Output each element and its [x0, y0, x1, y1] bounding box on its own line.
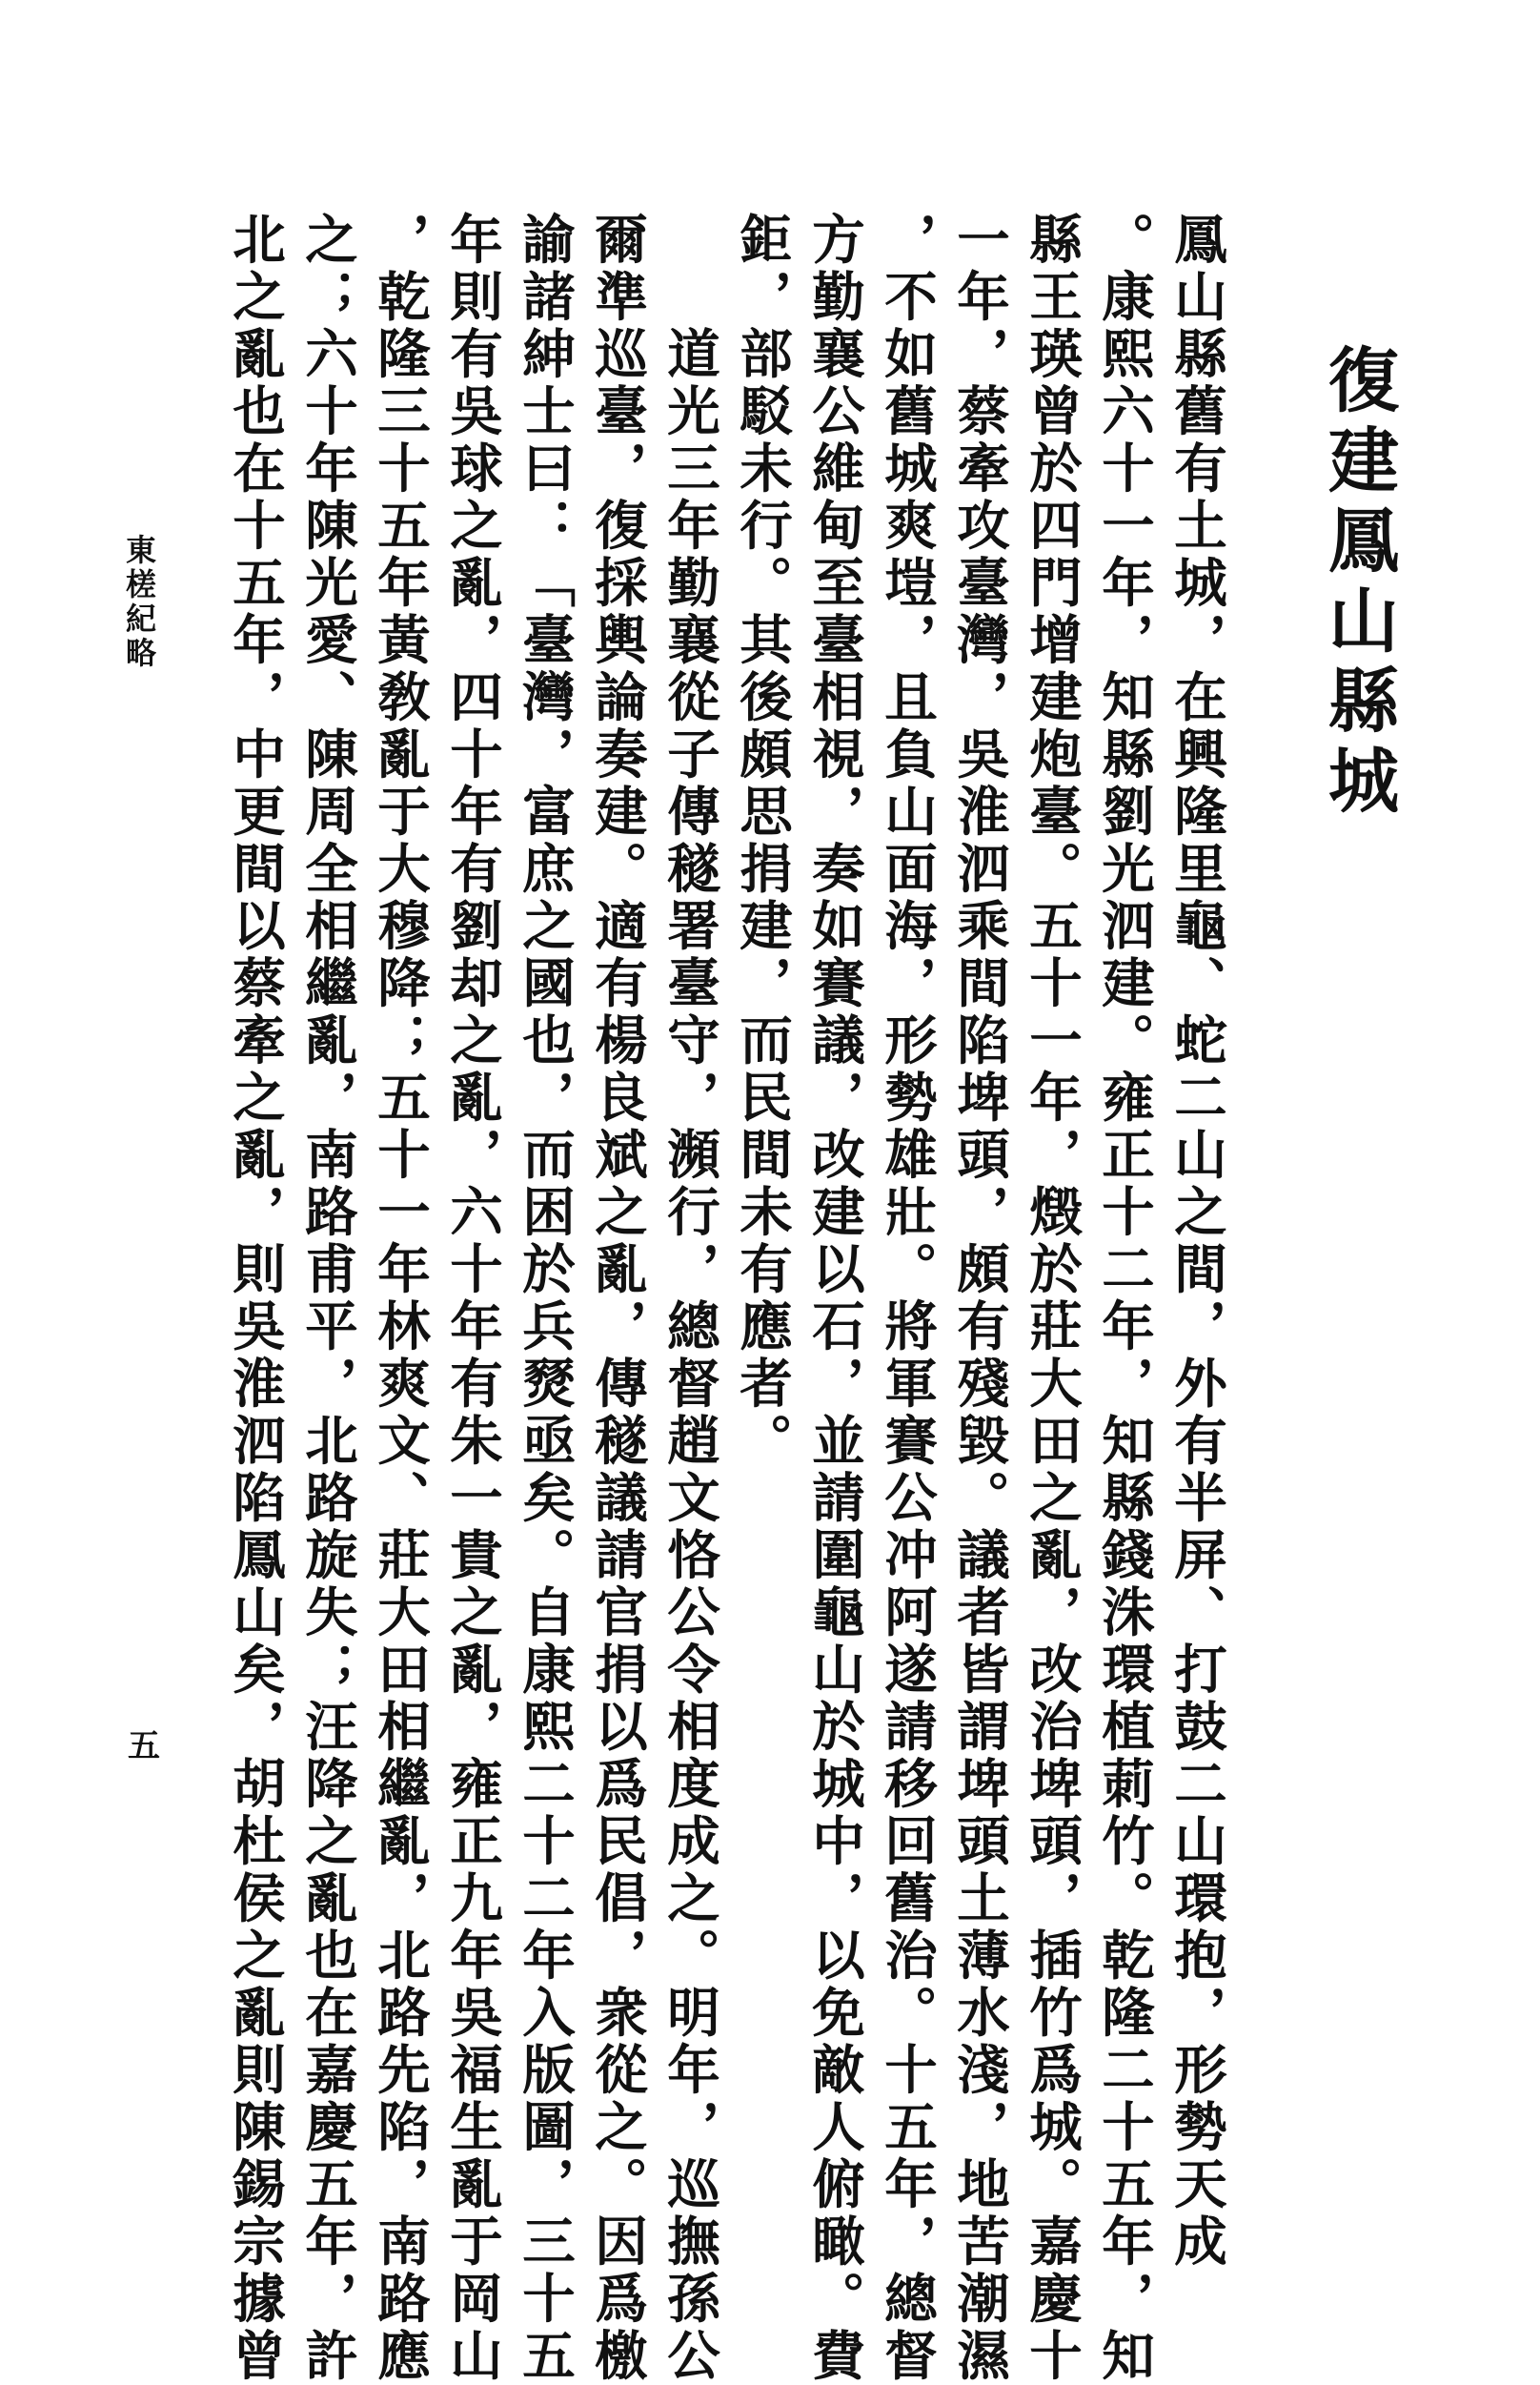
- running-head: 東槎紀略: [121, 534, 157, 671]
- text-column: 縣王瑛曾於四門增建炮臺。五十一年，燬於莊大田之亂，改治埤頭，插竹爲城。嘉慶十: [1020, 212, 1082, 2385]
- text-column: 之；六十年陳光愛、陳周全相繼亂，南路甫平，北路旋失；汪降之亂也在嘉慶五年，許: [295, 212, 357, 2385]
- text-column: 諭諸紳士曰：「臺灣，富庶之國也，而困於兵燹亟矣。自康熙二十二年入版圖，三十五: [513, 212, 575, 2385]
- text-column: 鉅，部駁未行。其後頗思捐建，而民間未有應者。: [730, 212, 792, 1470]
- text-column: 鳳山縣舊有土城，在興隆里龜、蛇二山之間，外有半屏、打鼓二山環抱，形勢天成: [1165, 212, 1226, 2271]
- page-title: 復建鳳山縣城: [1317, 343, 1399, 824]
- body-text: [217, 212, 1231, 2385]
- text-column: ，乾隆三十五年黃敎亂于大穆降；五十一年林爽文、莊大田相繼亂，北路先陷，南路應: [368, 212, 430, 2385]
- text-column: ，不如舊城爽塏，且負山面海，形勢雄壯。將軍賽公冲阿遂請移回舊治。十五年，總督: [875, 212, 937, 2385]
- text-column: 。康熙六十一年，知縣劉光泗建。雍正十二年，知縣錢洙環植莿竹。乾隆二十五年，知: [1092, 212, 1154, 2385]
- text-column: 北之亂也在十五年，中更間以蔡牽之亂，則吳淮泗陷鳳山矣，胡杜侯之亂則陳錫宗據曾: [223, 212, 285, 2385]
- text-column: 爾準巡臺，復採輿論奏建。適有楊良斌之亂，傳穟議請官捐以爲民倡，衆從之。因爲檄: [585, 212, 647, 2385]
- text-column: 方勤襄公維甸至臺相視，奏如賽議，改建以石，並請圍龜山於城中，以免敵人俯瞰。費: [802, 212, 864, 2385]
- text-column: 道光三年勤襄從子傳穟署臺守，瀕行，總督趙文恪公令相度成之。明年，巡撫孫公: [658, 212, 719, 2385]
- text-column: 年則有吳球之亂，四十年有劉却之亂，六十年有朱一貴之亂，雍正九年吳福生亂于岡山: [440, 212, 502, 2385]
- text-column: 一年，蔡牽攻臺灣，吳淮泗乘間陷埤頭，頗有殘毀。議者皆謂埤頭土薄水淺，地苦潮濕: [947, 212, 1009, 2385]
- page-number: 五: [128, 1727, 160, 1765]
